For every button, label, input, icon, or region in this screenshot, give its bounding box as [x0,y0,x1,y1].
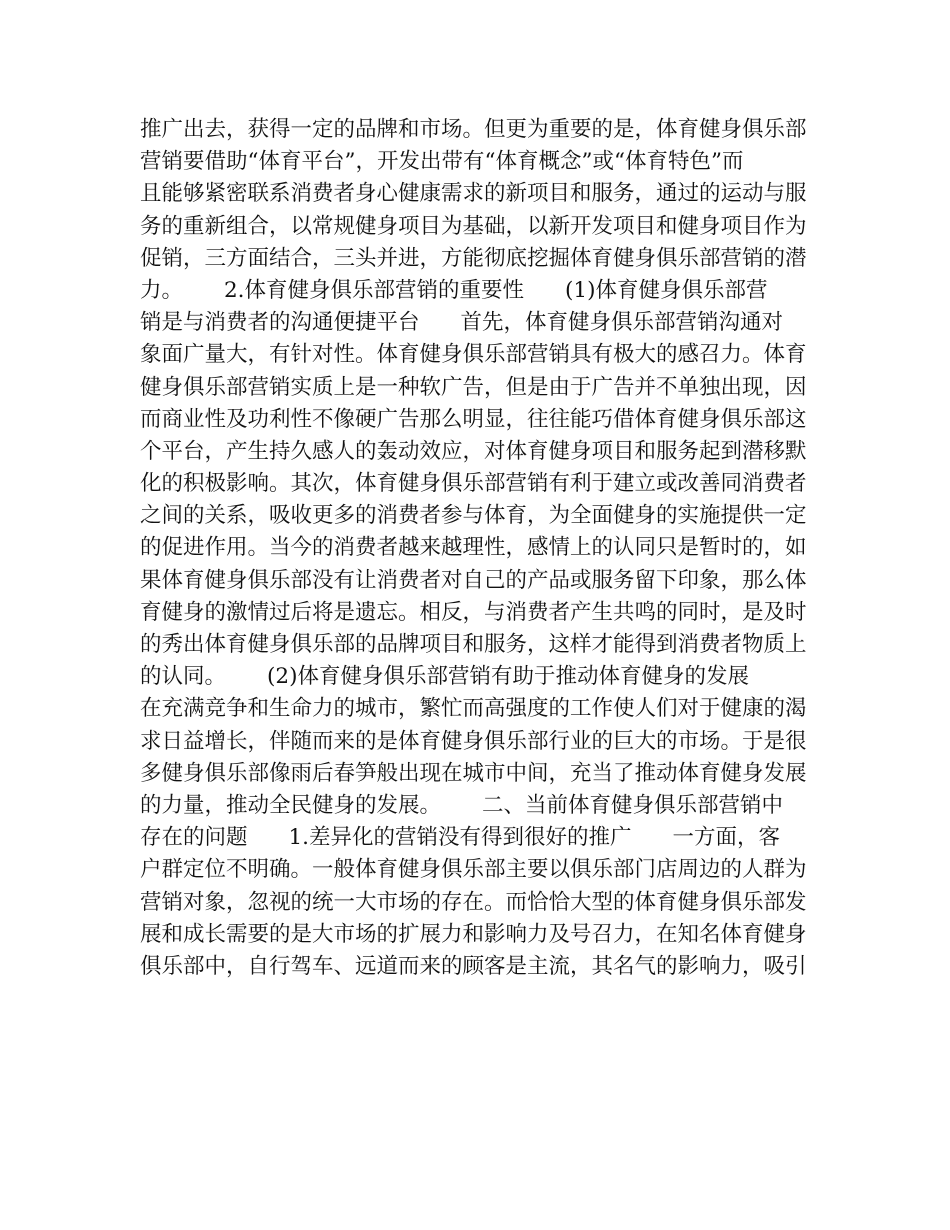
text-line: 营销对象，忽视的统一大市场的存在。而恰恰大型的体育健身俱乐部发 [140,889,807,915]
text-line: 的秀出体育健身俱乐部的品牌项目和服务，这样才能得到消费者物质上 [140,632,807,657]
text-line: 而商业性及功利性不像硬广告那么明显，往往能巧借体育健身俱乐部这 [140,406,807,432]
body-text [140,114,820,983]
text-line: 且能够紧密联系消费者身心健康需求的新项目和服务，通过的运动与服 [140,181,807,207]
text-line: 多健身俱乐部像雨后春笋般出现在城市中间，充当了推动体育健身发展 [140,760,807,786]
text-line: 务的重新组合，以常规健身项目为基础，以新开发项目和健身项目作为 [140,213,807,239]
text-line: 促销，三方面结合，三头并进，方能彻底挖掘体育健身俱乐部营销的潜 [140,245,807,271]
text-line: 求日益增长，伴随而来的是体育健身俱乐部行业的巨大的市场。于是很 [140,728,807,754]
text-line: 化的积极影响。其次，体育健身俱乐部营销有利于建立或改善同消费者 [140,471,807,497]
text-line: 销是与消费者的沟通便捷平台 首先，体育健身俱乐部营销沟通对 [140,310,784,336]
text-line: 存在的问题 1.差异化的营销没有得到很好的推广 一方面，客 [140,825,781,851]
text-line: 的认同。 (2)体育健身俱乐部营销有助于推动体育健身的发展 [140,664,749,690]
text-line: 推广出去，获得一定的品牌和市场。但更为重要的是，体育健身俱乐部 [140,117,807,142]
text-line: 展和成长需要的是大市场的扩展力和影响力及号召力，在知名体育健身 [140,921,807,947]
text-line: 力。 2.体育健身俱乐部营销的重要性 (1)体育健身俱乐部营 [140,277,768,303]
text-line: 之间的关系，吸收更多的消费者参与体育，为全面健身的实施提供一定 [140,503,807,529]
text-line: 在充满竞争和生命力的城市，繁忙而高强度的工作使人们对于健康的渴 [140,696,807,722]
text-line: 的促进作用。当今的消费者越来越理性，感情上的认同只是暂时的，如 [140,535,807,561]
text-line: 户群定位不明确。一般体育健身俱乐部主要以俱乐部门店周边的人群为 [140,857,807,883]
text-line: 个平台，产生持久感人的轰动效应，对体育健身项目和服务起到潜移默 [140,438,807,464]
text-line: 象面广量大，有针对性。体育健身俱乐部营销具有极大的感召力。体育 [140,342,807,368]
text-line: 的力量，推动全民健身的发展。 二、当前体育健身俱乐部营销中 [140,792,784,818]
text-line: 育健身的激情过后将是遗忘。相反，与消费者产生共鸣的同时，是及时 [140,599,807,625]
text-line: 俱乐部中，自行驾车、远道而来的顾客是主流，其名气的影响力，吸引 [140,953,807,979]
text-line: 果体育健身俱乐部没有让消费者对自己的产品或服务留下印象，那么体 [140,567,807,593]
text-line: 健身俱乐部营销实质上是一种软广告，但是由于广告并不单独出现，因 [140,374,807,400]
text-line: 营销要借助“体育平台”，开发出带有“体育概念”或“体育特色”而 [140,149,744,175]
